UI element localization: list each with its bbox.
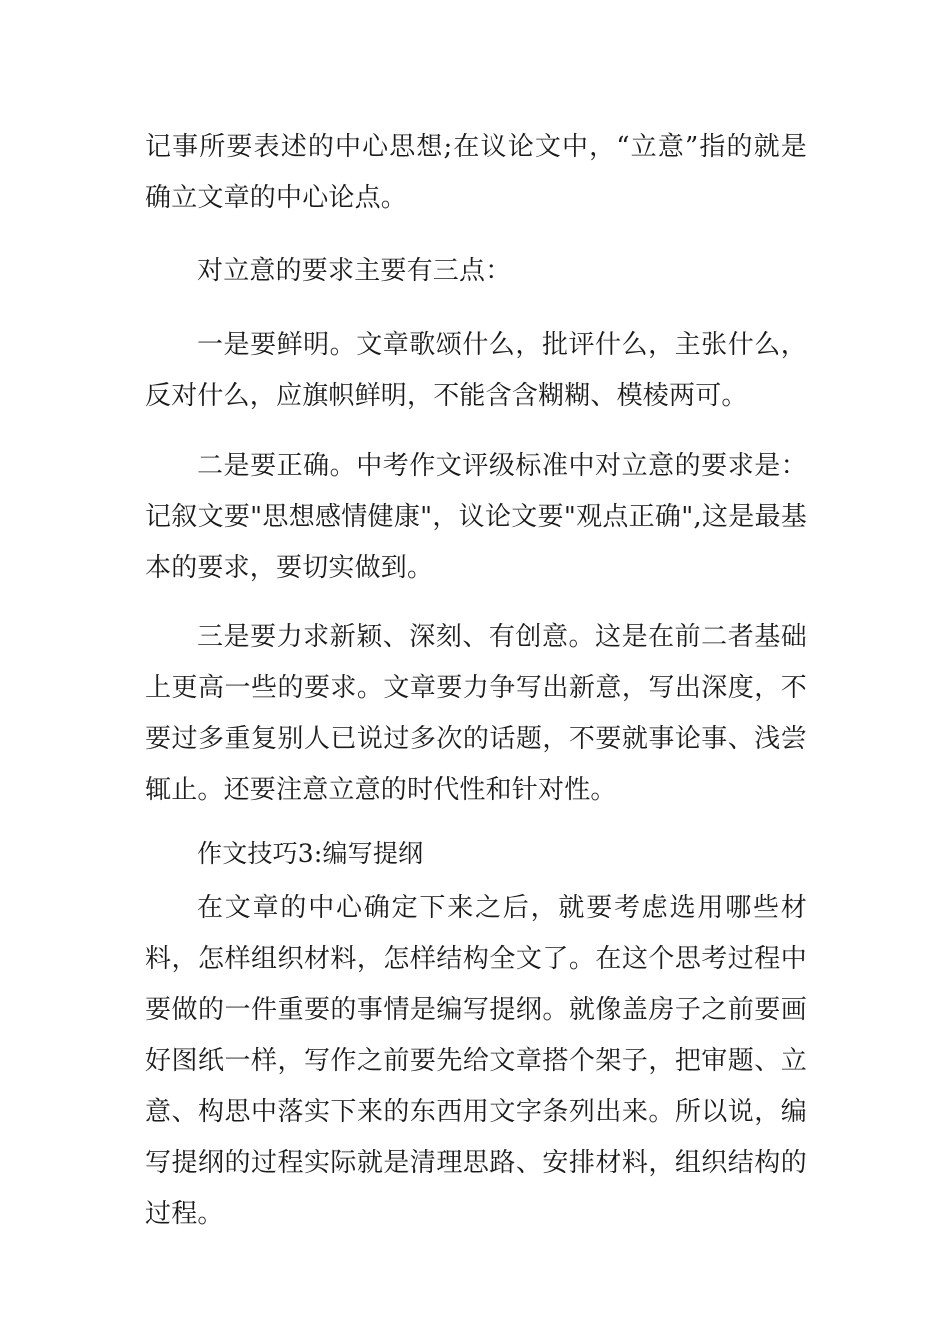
section-heading: 作文技巧3:编写提纲: [197, 839, 424, 868]
paragraph-requirement-clear: 一是要鲜明。文章歌颂什么，批评什么，主张什么，反对什么，应旗帜鲜明，不能含含糊糊、模棱两可。: [145, 330, 807, 411]
paragraph-outline: 在文章的中心确定下来之后，就要考虑选用哪些材料，怎样组织材料，怎样结构全文了。在这个思考过程中要做的一件重要的事情是编写提纲。就像盖房子之前要画好图纸一样，写作之前要先给文章搭个架子，把审题、立意、构思中落实下来的东西用文字条列出来。所以说，编写提纲的过程实际就是清理思路、安排材料，组织结构的过程。: [145, 893, 807, 1229]
paragraph-requirements-intro: 对立意的要求主要有三点：: [197, 256, 512, 286]
paragraph-requirement-correct: 二是要正确。中考作文评级标准中对立意的要求是：记叙文要"思想感情健康"，议论文要"观点正确",这是最基本的要求，要切实做到。: [145, 451, 807, 583]
paragraph-thesis-definition: 记事所要表述的中心思想;在议论文中，“立意”指的就是确立文章的中心论点。: [145, 132, 807, 213]
paragraph-requirement-novel: 三是要力求新颖、深刻、有创意。这是在前二者基础上更高一些的要求。文章要力争写出新意，写出深度，不要过多重复别人已说过多次的话题，不要就事论事、浅尝辄止。还要注意立意的时代性和针对性。: [145, 622, 807, 805]
